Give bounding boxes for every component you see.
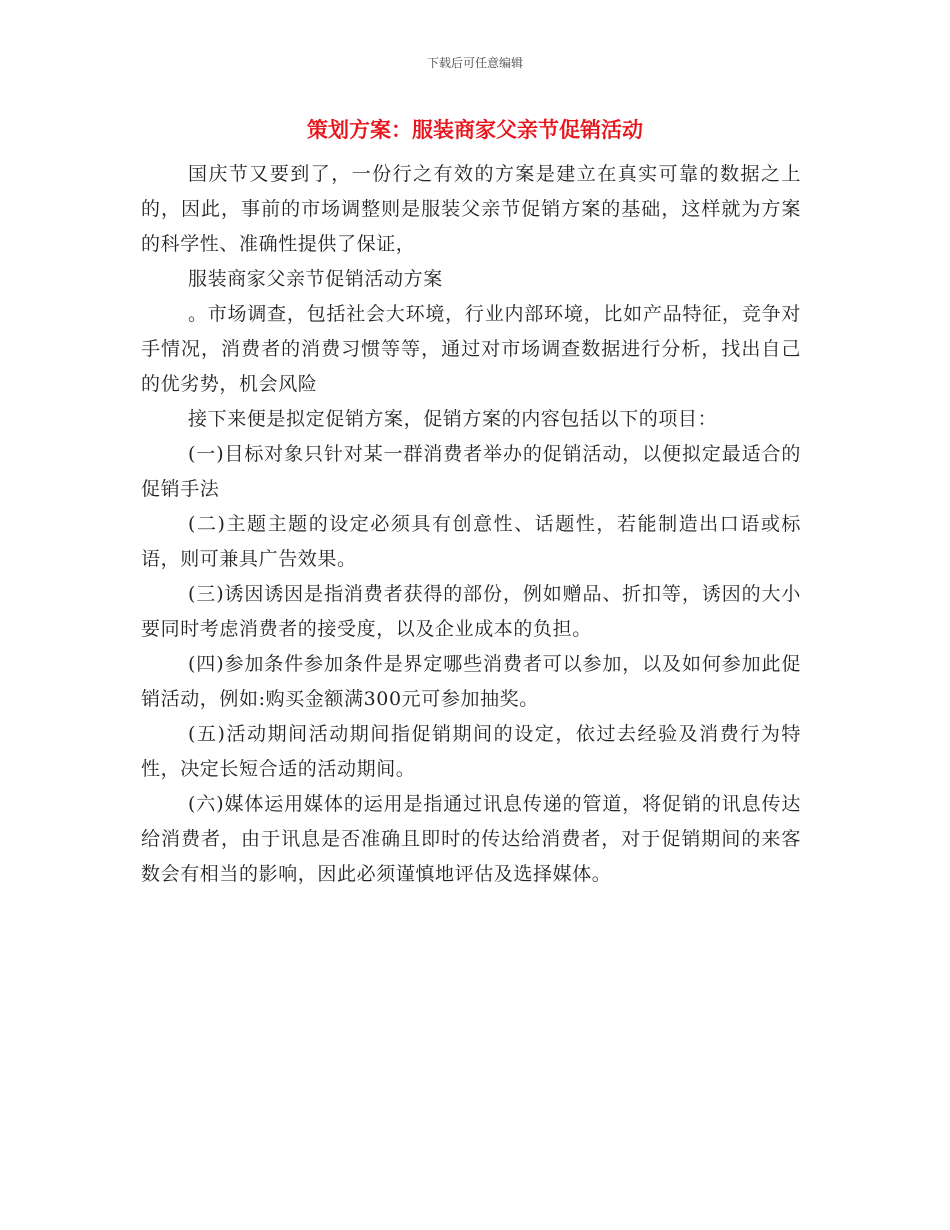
paragraph-market-research: 。市场调查，包括社会大环境，行业内部环境，比如产品特征，竞争对手情况，消费者的消费习惯等等，通过对市场调查数据进行分析，找出自己的优劣势，机会风险 [141,303,801,395]
paragraph-intro: 国庆节又要到了，一份行之有效的方案是建立在真实可靠的数据之上的，因此，事前的市场调整则是服装父亲节促销方案的基础，这样就为方案的科学性、准确性提供了保证， [141,163,801,255]
paragraph-item-target: (一)目标对象只针对某一群消费者举办的促销活动，以便拟定最适合的促销手法 [141,443,801,500]
paragraph-item-media: (六)媒体运用媒体的运用是指通过讯息传递的管道，将促销的讯息传达给消费者，由于讯息是否准确且即时的传达给消费者，对于促销期间的来客数会有相当的影响，因此必须谨慎地评估及选择媒体。 [141,793,801,885]
paragraph-item-conditions: (四)参加条件参加条件是界定哪些消费者可以参加，以及如何参加此促销活动，例如:购买金额满300元可参加抽奖。 [141,653,801,710]
paragraph-plan-heading: 服装商家父亲节促销活动方案 [188,268,443,290]
document-title: 策划方案：服装商家父亲节促销活动 [307,118,643,142]
paragraph-item-incentive: (三)诱因诱因是指消费者获得的部份，例如赠品、折扣等，诱因的大小要同时考虑消费者的接受度，以及企业成本的负担。 [141,583,801,640]
document-body [141,157,801,892]
paragraph-item-theme: (二)主题主题的设定必须具有创意性、话题性，若能制造出口语或标语，则可兼具广告效果。 [141,513,801,570]
header-note: 下载后可任意编辑 [426,56,523,70]
paragraph-item-period: (五)活动期间活动期间指促销期间的设定，依过去经验及消费行为特性，决定长短合适的活动期间。 [141,723,801,780]
paragraph-plan-items-intro: 接下来便是拟定促销方案，促销方案的内容包括以下的项目： [188,408,718,430]
